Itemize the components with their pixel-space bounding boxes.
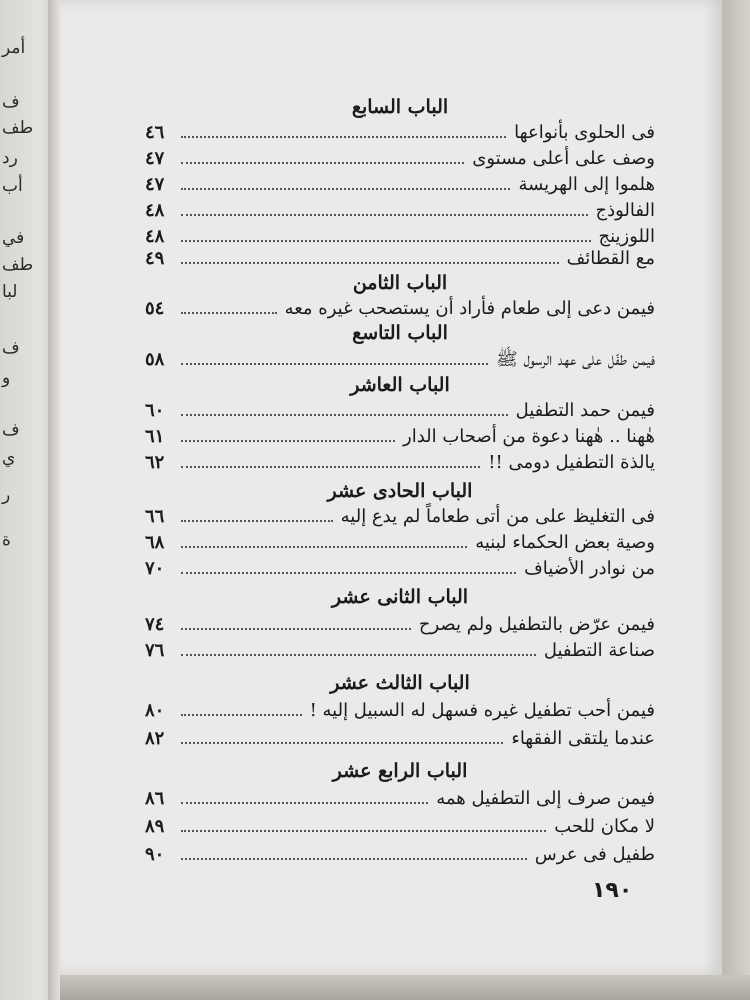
entry-page: ٨٦ (145, 788, 165, 809)
leader-dots (181, 640, 536, 656)
entry-title: وصف على أعلى مستوى (472, 148, 655, 169)
entry-title: عندما يلتقى الفقهاء (511, 728, 655, 749)
entry-page: ٤٦ (145, 122, 165, 143)
leader-dots (181, 452, 480, 468)
entry-page: ٨٠ (145, 700, 165, 721)
facing-page-text: طف (2, 118, 34, 138)
entry-title: فيمن حمد التطفيل (515, 400, 655, 421)
toc-entry (145, 400, 655, 426)
entry-title: لا مكان للحب (554, 816, 655, 837)
entry-title: مع القطائف (566, 248, 655, 269)
entry-page: ٦٠ (145, 400, 165, 421)
toc-entry (145, 174, 655, 200)
facing-page-text: ف (2, 420, 20, 440)
leader-dots (181, 426, 395, 442)
entry-page: ٤٩ (145, 248, 165, 269)
toc-entry (145, 844, 655, 870)
entry-page: ٩٠ (145, 844, 165, 865)
entry-page: ٤٨ (145, 200, 165, 221)
toc-entry (145, 452, 655, 478)
entry-page: ٨٩ (145, 816, 165, 837)
facing-page-text: ف (2, 338, 20, 358)
facing-page-text: لبا (2, 282, 18, 302)
entry-page: ٧٦ (145, 640, 165, 661)
facing-page-text: في (2, 228, 25, 248)
entry-title: وصية بعض الحكماء لبنيه (475, 532, 655, 553)
chapter-heading: الباب الثالث عشر (330, 672, 470, 694)
entry-page: ٨٢ (145, 728, 165, 749)
chapter-heading: الباب الرابع عشر (332, 760, 468, 782)
facing-page-text: رد (2, 148, 18, 168)
entry-page: ٥٨ (145, 349, 165, 370)
chapter-heading: الباب التاسع (352, 322, 448, 344)
page-stack-edge (722, 0, 750, 1000)
facing-page-text: أب (2, 176, 23, 196)
toc-entry (145, 248, 655, 274)
chapter-heading: الباب الثانى عشر (331, 586, 469, 608)
leader-dots (181, 298, 277, 314)
leader-dots (181, 400, 508, 416)
leader-dots (181, 226, 591, 242)
entry-title: فيمن عرّض بالتطفيل ولم يصرح (418, 614, 655, 635)
chapter-heading: الباب السابع (351, 96, 449, 118)
leader-dots (181, 532, 467, 548)
leader-dots (181, 816, 546, 832)
facing-page-text: أمر (2, 38, 26, 58)
toc-entry (145, 614, 655, 640)
leader-dots (181, 558, 516, 574)
entry-page: ٤٨ (145, 226, 165, 247)
entry-page: ٦١ (145, 426, 165, 447)
facing-page-text: طف (2, 255, 34, 275)
entry-page: ٦٦ (145, 506, 165, 527)
leader-dots (181, 200, 588, 216)
toc-entry (145, 298, 655, 324)
entry-title: صناعة التطفيل (543, 640, 655, 661)
entry-title: اللوزينج (598, 226, 655, 247)
entry-title: فى الحلوى بأنواعها (514, 122, 655, 143)
facing-page-text: ي (2, 448, 16, 468)
entry-title: من نوادر الأضياف (524, 558, 655, 579)
entry-title: فيمن أحب تطفيل غيره فسهل له السبيل إليه ! (309, 700, 655, 721)
toc-entry (145, 200, 655, 226)
facing-page-text: ة (2, 530, 11, 550)
entry-title: فيمن دعى إلى طعام فأراد أن يستصحب غيره معه (284, 298, 655, 319)
entry-title: يالذة التطفيل دومى !! (488, 452, 655, 473)
chapter-heading: الباب الثامن (352, 272, 448, 294)
toc-entry (145, 348, 655, 374)
entry-page: ٧٤ (145, 614, 165, 635)
leader-dots (181, 248, 559, 264)
leader-dots (181, 349, 488, 365)
page-number: ١٩٠ (592, 878, 633, 903)
toc-entry (145, 788, 655, 814)
toc-entry (145, 816, 655, 842)
chapter-heading: الباب الحادى عشر (327, 480, 473, 502)
entry-title: فيمن طفّل على عهد الرسول ﷺ (495, 349, 655, 370)
entry-title: طفيل فى عرس (534, 844, 655, 865)
entry-title: هٰهنا .. هٰهنا دعوة من أصحاب الدار (403, 426, 655, 447)
leader-dots (181, 174, 510, 190)
toc-entry (145, 700, 655, 726)
leader-dots (181, 788, 428, 804)
chapter-heading: الباب العاشر (350, 374, 450, 396)
toc-entry (145, 728, 655, 754)
entry-page: ٧٠ (145, 558, 165, 579)
facing-page-text: ر (2, 485, 11, 505)
leader-dots (181, 122, 506, 138)
entry-title: فيمن صرف إلى التطفيل همه (436, 788, 655, 809)
entry-title: فى التغليظ على من أتى طعاماً لم يدع إليه (340, 506, 655, 527)
entry-title: الفالوذج (595, 200, 655, 221)
entry-page: ٤٧ (145, 148, 165, 169)
leader-dots (181, 700, 302, 716)
toc-entry (145, 122, 655, 148)
leader-dots (181, 148, 464, 164)
leader-dots (181, 844, 527, 860)
toc-entry (145, 532, 655, 558)
entry-page: ٦٢ (145, 452, 165, 473)
toc-entry (145, 506, 655, 532)
leader-dots (181, 728, 503, 744)
toc-entry (145, 426, 655, 452)
entry-page: ٤٧ (145, 174, 165, 195)
entry-title: هلموا إلى الهريسة (518, 174, 655, 195)
entry-page: ٥٤ (145, 298, 165, 319)
facing-page-text: و (2, 368, 11, 388)
toc-entry (145, 558, 655, 584)
leader-dots (181, 614, 411, 630)
page-bottom-edge (60, 975, 750, 1000)
leader-dots (181, 506, 333, 522)
toc-entry (145, 148, 655, 174)
facing-page-text: ف (2, 92, 20, 112)
entry-page: ٦٨ (145, 532, 165, 553)
toc-entry (145, 640, 655, 666)
